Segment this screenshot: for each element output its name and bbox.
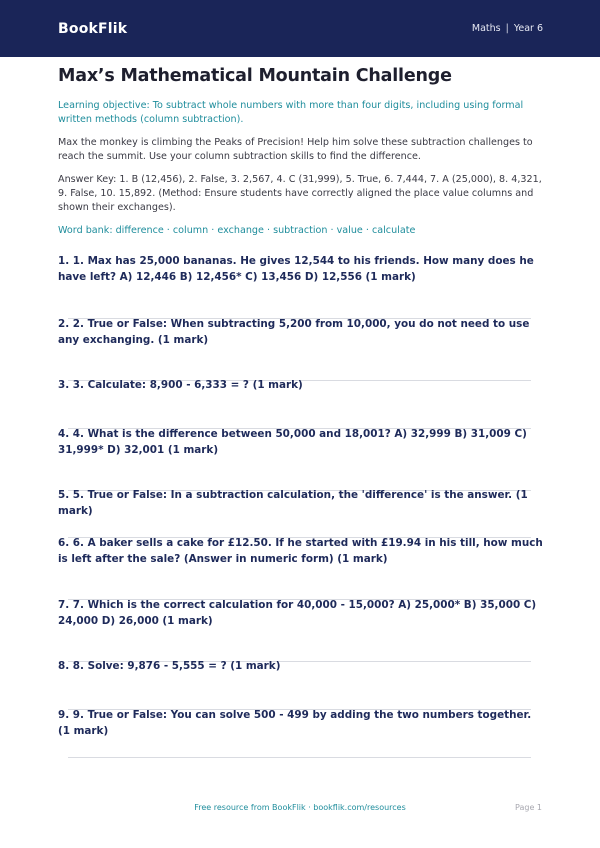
intro-text: Max the monkey is climbing the Peaks of Precision! Help him solve these subtraction challenges to reach the summit. Use your column subtraction skills to find the difference. [58, 137, 533, 162]
word-bank: Word bank: difference · column · exchange · subtraction · value · calculate [58, 225, 416, 236]
answer-line-9 [68, 757, 531, 758]
intro-section [58, 64, 544, 238]
learning-objective: Learning objective: To subtract whole numbers with more than four digits, including using formal written methods (column subtraction). [58, 100, 524, 125]
answer-key: Answer Key: 1. B (12,456), 2. False, 3. 2,567, 4. C (31,999), 5. True, 6. 7,444, 7. A (25,000), 8. 4,321, 9. False, 10. 15,892. (Method: Ensure students have correctly aligned the place value columns and shown their exchanges). [58, 174, 542, 213]
header-meta [472, 23, 543, 34]
page-number: Page 1 [515, 803, 542, 812]
question-7: 7. 7. Which is the correct calculation for 40,000 - 15,000? A) 25,000* B) 35,000 C) 24,000 D) 26,000 (1 mark) [58, 599, 537, 627]
page-title: Max’s Mathematical Mountain Challenge [58, 66, 452, 86]
question-1: 1. 1. Max has 25,000 bananas. He gives 12,544 to his friends. How many does he have left? A) 12,446 B) 12,456* C) 13,456 D) 12,556 (1 mark) [58, 255, 534, 283]
question-2: 2. 2. True or False: When subtracting 5,200 from 10,000, you do not need to use any exchanging. (1 mark) [58, 318, 530, 346]
question-8: 8. 8. Solve: 9,876 - 5,555 = ? (1 mark) [58, 660, 281, 672]
meta-separator: | [505, 23, 509, 34]
subject-label: Maths [471, 23, 501, 34]
question-6: 6. 6. A baker sells a cake for £12.50. If he started with £19.94 in his till, how much is left after the sale? (Answer in numeric form) (1 mark) [58, 537, 543, 565]
question-3: 3. 3. Calculate: 8,900 - 6,333 = ? (1 mark) [58, 379, 303, 391]
question-5: 5. 5. True or False: In a subtraction calculation, the 'difference' is the answer. (1 mark) [58, 489, 528, 517]
footer-link[interactable]: Free resource from BookFlik · bookflik.com/resources [194, 803, 406, 812]
header-bar [0, 0, 600, 57]
question-4: 4. 4. What is the difference between 50,000 and 18,001? A) 32,999 B) 31,009 C) 31,999* D) 32,001 (1 mark) [58, 428, 527, 456]
year-label: Year 6 [513, 23, 543, 34]
brand-logo[interactable]: BookFlik [58, 20, 128, 37]
question-9: 9. 9. True or False: You can solve 500 - 499 by adding the two numbers together. (1 mark) [58, 709, 532, 737]
